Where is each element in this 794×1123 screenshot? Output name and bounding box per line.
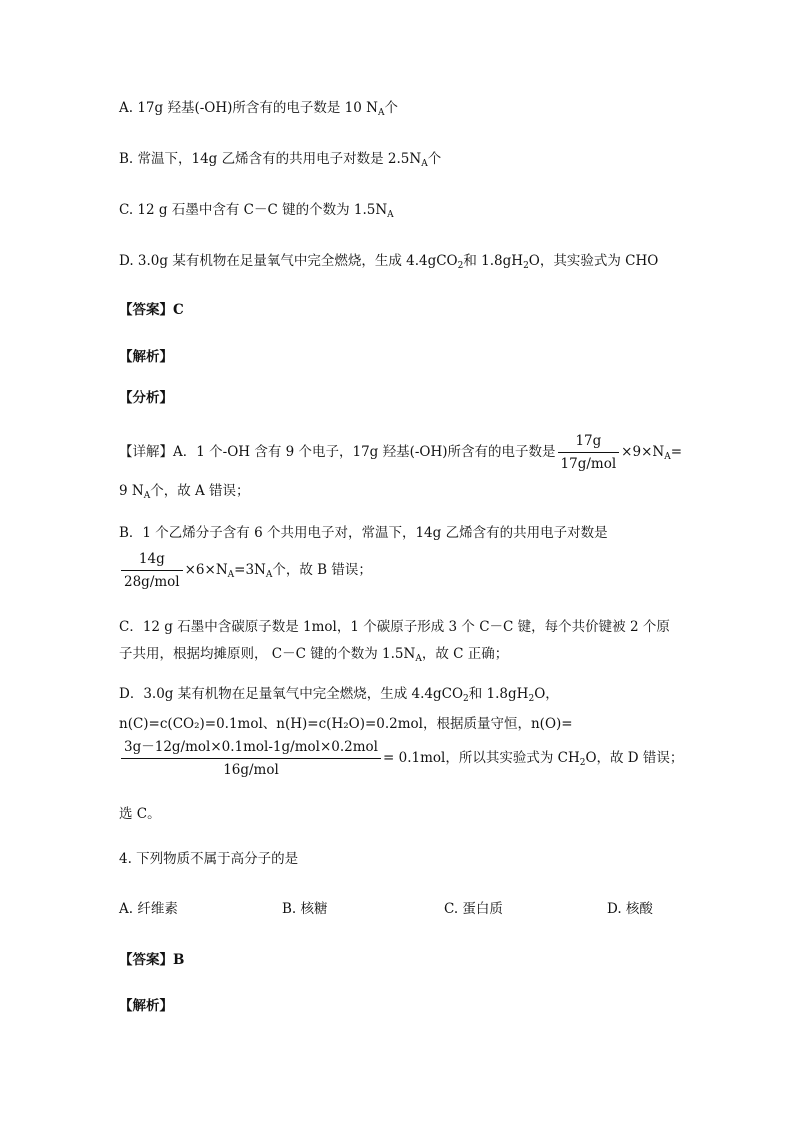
detail-d3-text: = 0.1mol，所以其实验式为 CH [383,750,580,766]
fraction-denominator: 16g/mol [223,762,279,778]
detail-c-line1: C．12 g 石墨中含碳原子数是 1mol，1 个碳原子形成 3 个 C－C 键，每个共价键被 2 个原 [119,619,670,635]
fraction [121,550,183,591]
detail-a-text: 【详解】A．1 个-OH 含有 9 个电子，17g 羟基(-OH)所含有的电子数是 [119,444,556,460]
subscript: A [143,491,151,501]
option-a-suffix: 个 [384,100,398,116]
option-c-text: C. 12 g 石墨中含有 C－C 键的个数为 1.5N [119,202,388,218]
detail-b-suffix: 个，故 B 错误； [272,562,372,578]
fraction-numerator: 3g－12g/mol×0.1mol-1g/mol×0.2mol [121,738,381,759]
subscript: 2 [579,758,586,768]
option-b-text: B. 常温下，14g 乙烯含有的共用电子对数是 2.5N [119,151,422,167]
option-a [119,98,398,118]
q4-option-a: A. 纤维素 [119,901,178,917]
answer-label: 【答案】C [119,302,184,318]
detail-d-line1 [119,684,559,704]
detail-d-line3 [119,737,683,779]
detail-b-line1: B．1 个乙烯分子含有 6 个共用电子对，常温下，14g 乙烯含有的共用电子对数是 [119,525,608,541]
analysis-label: 【解析】 [119,349,173,365]
detail-d-line2: n(C)=c(CO₂)=0.1mol、n(H)=c(H₂O)=0.2mol，根据质量守恒，n(O)= [119,716,573,732]
detail-a-mult: ×9×N [621,444,665,460]
detail-a-line2 [119,481,250,501]
option-d-suffix: O，其实验式为 CHO [528,253,659,269]
fenxi-label: 【分析】 [119,390,173,406]
option-a-text: A. 17g 羟基(-OH)所含有的电子数是 10 N [119,100,378,116]
q4-option-b: B. 核糖 [282,901,328,917]
detail-b-line2 [119,549,372,591]
subscript: A [227,570,235,580]
subscript: 2 [463,694,469,704]
option-c [119,200,394,220]
subscript: 2 [523,261,529,271]
subscript: 2 [457,261,464,271]
option-d [119,251,658,271]
detail-c2-text: 子共用，根据均摊原则， C－C 键的个数为 1.5N [119,646,416,662]
detail-b-mult: ×6×N [184,562,228,578]
q4-answer-label: 【答案】B [119,952,185,968]
fraction-denominator: 28g/mol [124,574,180,590]
option-b [119,149,441,169]
select-answer: 选 C。 [119,806,161,822]
detail-c-line2 [119,644,508,664]
subscript: A [377,108,385,118]
detail-d-suffix: O， [534,686,559,702]
subscript: 2 [528,694,535,704]
subscript: A [664,452,671,462]
option-d-text: D. 3.0g 某有机物在足量氧气中完全燃烧，生成 4.4gCO [119,253,458,269]
fraction-numerator: 14g [121,550,183,571]
fraction [558,432,620,473]
q4-option-c: C. 蛋白质 [444,901,503,917]
fraction-denominator: 17g/mol [560,456,617,472]
detail-c2-suffix: ，故 C 正确； [421,646,509,662]
option-b-suffix: 个 [427,151,442,167]
fraction [121,738,381,779]
subscript: A [265,570,273,580]
detail-a2-suffix: 个，故 A 错误； [150,483,250,499]
equals-sign: = [670,444,683,460]
option-d-mid: 和 1.8gH [463,253,524,269]
detail-a2-text: 9 N [119,483,144,499]
question-4: 4. 下列物质不属于高分子的是 [119,851,299,867]
subscript: A [421,159,428,169]
subscript: A [387,210,394,220]
subscript: A [415,654,422,664]
q4-analysis-label: 【解析】 [119,998,173,1014]
detail-d3-suffix: O，故 D 错误； [585,750,684,766]
q4-option-d: D. 核酸 [607,901,653,917]
fraction-numerator: 17g [558,432,620,453]
detail-d-text: D．3.0g 某有机物在足量氧气中完全燃烧，生成 4.4gCO [119,686,464,702]
detail-a-line1 [119,431,682,473]
detail-b-eq: =3N [234,562,266,578]
detail-d-mid: 和 1.8gH [468,686,529,702]
